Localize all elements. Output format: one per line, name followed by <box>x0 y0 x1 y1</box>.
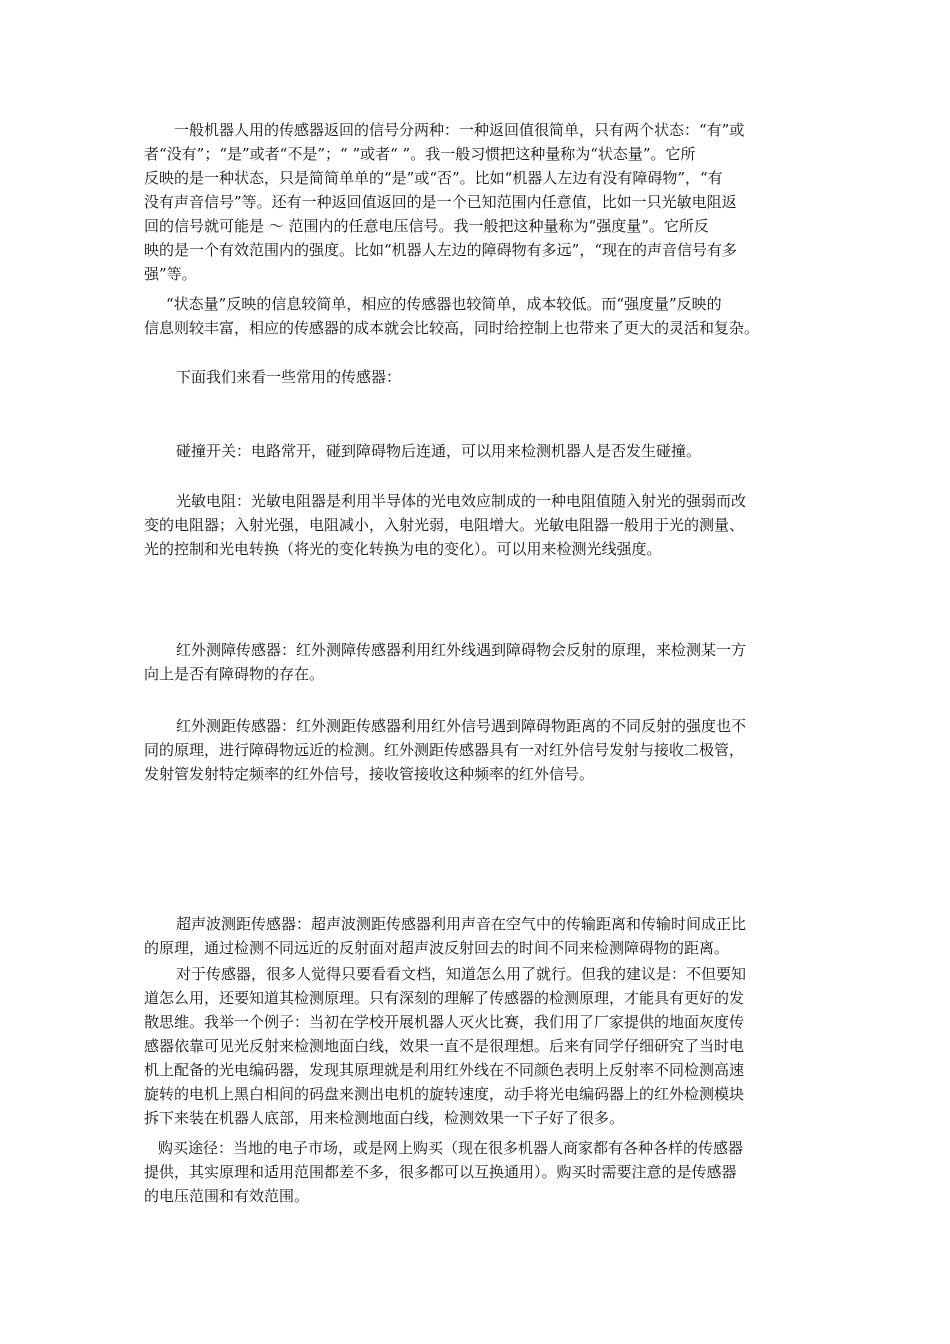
text-line: 对于传感器，很多人觉得只要看看文档，知道怎么用了就行。但我的建议是：不但要知 <box>176 965 747 983</box>
text-line: 光敏电阻：光敏电阻器是利用半导体的光电效应制成的一种电阻值随入射光的强弱而改 <box>176 492 747 510</box>
text-line: 机上配备的光电编码器，发现其原理就是利用红外线在不同颜色表明上反射率不同检测高速 <box>144 1061 745 1079</box>
text-line: 红外测距传感器：红外测距传感器利用红外信号遇到障碍物距离的不同反射的强度也不 <box>176 717 747 735</box>
text-line: 发射管发射特定频率的红外信号，接收管接收这种频率的红外信号。 <box>144 765 595 783</box>
text-line: 下面我们来看一些常用的传感器： <box>176 368 402 386</box>
text-line: 提供，其实原理和适用范围都差不多，很多都可以互换通用）。购买时需要注意的是传感器 <box>144 1163 737 1181</box>
text-line: 强”等。 <box>144 265 197 283</box>
text-line: 道怎么用，还要知道其检测原理。只有深刻的理解了传感器的检测原理，才能具有更好的发 <box>144 989 745 1007</box>
text-line: 没有声音信号”等。还有一种返回值返回的是一个已知范围内任意值，比如一只光敏电阻返 <box>144 193 737 211</box>
text-line: 超声波测距传感器：超声波测距传感器利用声音在空气中的传输距离和传输时间成正比 <box>176 915 747 933</box>
text-line: 一般机器人用的传感器返回的信号分两种：一种返回值很简单，只有两个状态：“有”或 <box>174 121 745 139</box>
paragraph-photoresistor <box>144 489 808 561</box>
text-line: 者“没有”；“是”或者“不是”；“ ”或者“ ”。我一般习惯把这种量称为“状态量”。它所 <box>144 145 696 163</box>
paragraph-ultrasonic-sensor <box>144 912 808 960</box>
text-line: 向上是否有障碍物的存在。 <box>144 665 325 683</box>
text-line: 的电压范围和有效范围。 <box>144 1187 310 1205</box>
text-line: “状态量”反映的信息较简单，相应的传感器也较简单，成本较低。而“强度量”反映的 <box>166 295 722 313</box>
text-line: 拆下来装在机器人底部，用来检测地面白线，检测效果一下子好了很多。 <box>144 1109 625 1127</box>
text-line: 散思维。我举一个例子：当初在学校开展机器人灭火比赛，我们用了厂家提供的地面灰度传 <box>144 1013 745 1031</box>
text-line: 信息则较丰富，相应的传感器的成本就会比较高，同时给控制上也带来了更大的灵活和复杂。 <box>144 319 760 337</box>
paragraph-bump-switch <box>144 439 808 463</box>
text-line: 回的信号就可能是 ～ 范围内的任意电压信号。我一般把这种量称为“强度量”。它所反 <box>144 217 709 235</box>
paragraph-signal-types <box>144 118 808 286</box>
paragraph-common-sensors-intro <box>144 365 808 389</box>
text-line: 碰撞开关：电路常开，碰到障碍物后连通，可以用来检测机器人是否发生碰撞。 <box>176 442 702 460</box>
paragraph-ir-obstacle-sensor <box>144 638 808 686</box>
text-line: 红外测障传感器：红外测障传感器利用红外线遇到障碍物会反射的原理，来检测某一方 <box>176 641 747 659</box>
text-line: 反映的是一种状态，只是简简单单的“是”或“否”。比如“机器人左边有没有障碍物”，“有 <box>144 169 723 187</box>
text-line: 同的原理，进行障碍物远近的检测。红外测距传感器具有一对红外信号发射与接收二极管， <box>144 741 745 759</box>
text-line: 购买途径：当地的电子市场，或是网上购买（现在很多机器人商家都有各种各样的传感器 <box>158 1139 744 1157</box>
paragraph-ir-distance-sensor <box>144 714 808 786</box>
paragraph-sensor-principles-advice <box>144 962 808 1130</box>
text-line: 的原理，通过检测不同远近的反射面对超声波反射回去的时间不同来检测障碍物的距离。 <box>144 939 730 957</box>
paragraph-purchase-channels <box>144 1136 808 1208</box>
text-line: 映的是一个有效范围内的强度。比如“机器人左边的障碍物有多远”，“现在的声音信号有多 <box>144 241 738 259</box>
text-line: 旋转的电机上黑白相间的码盘来测出电机的旋转速度，动手将光电编码器上的红外检测模块 <box>144 1085 745 1103</box>
paragraph-state-vs-intensity <box>144 292 808 340</box>
text-line: 感器依靠可见光反射来检测地面白线，效果一直不是很理想。后来有同学仔细研究了当时电 <box>144 1037 745 1055</box>
text-line: 变的电阻器；入射光强，电阻减小，入射光弱，电阻增大。光敏电阻器一般用于光的测量、 <box>144 516 745 534</box>
text-line: 光的控制和光电转换（将光的变化转换为电的变化）。可以用来检测光线强度。 <box>144 540 662 558</box>
